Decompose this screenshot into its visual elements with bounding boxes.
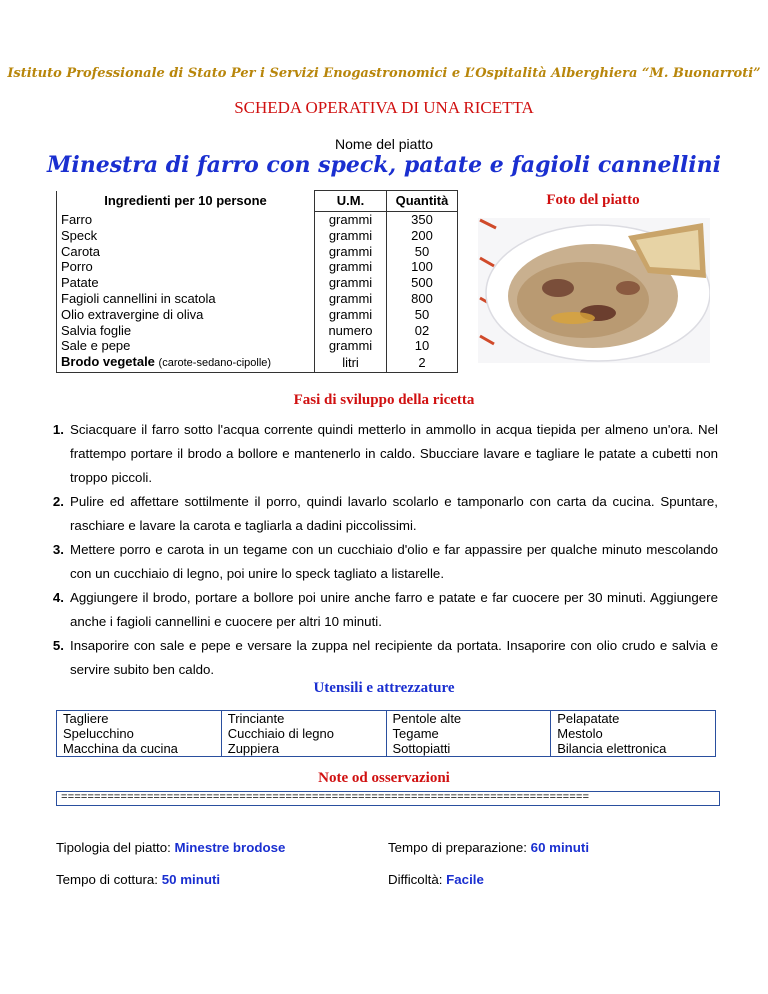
ingredient-name: Carota [57, 244, 315, 260]
ingredient-qty: 800 [387, 291, 458, 307]
phase-step [40, 538, 718, 586]
prep-time-value: 60 minuti [530, 840, 590, 855]
tool-item: Tegame [392, 726, 439, 741]
ingredient-name: Sale e pepe [57, 338, 315, 354]
ingredient-name: Patate [57, 275, 315, 291]
ingredient-row [57, 244, 458, 260]
ingredient-name-note: (carote-sedano-cipolle) [158, 357, 272, 370]
ingredient-unit: numero [315, 323, 387, 339]
dish-name: Minestra di farro con speck, patate e fagioli cannellini [47, 152, 721, 178]
ingredient-unit: grammi [315, 291, 387, 307]
notes-field: ================================================================================ [56, 791, 720, 806]
notes-title: Note od osservazioni [318, 770, 450, 786]
dish-type [56, 840, 285, 855]
prep-time-label: Tempo di preparazione: [388, 840, 527, 855]
ingredient-row [57, 259, 458, 275]
step-text: Mettere porro e carota in un tegame con un cucchiaio d'olio e far appassire per qualche minuto mescolando con un cucchiaio di legno, poi unire lo speck tagliato a listarelle. [70, 542, 718, 581]
ingredient-name: Fagioli cannellini in scatola [57, 291, 315, 307]
tools-cell [221, 711, 386, 757]
dish-type-label: Tipologia del piatto: [56, 840, 171, 855]
ingredient-name: Porro [57, 259, 315, 275]
ingredient-unit: grammi [315, 212, 387, 228]
phases-list [40, 418, 718, 682]
school-name: Istituto Professionale di Stato Per i Servizi Enogastronomici e L’Ospitalità Alberghiera “M. Buonarroti” [7, 66, 761, 81]
ingredient-name: Farro [57, 212, 315, 228]
ingredients-table [56, 190, 458, 373]
col-unit-header: U.M. [315, 191, 387, 212]
ingredient-name [57, 354, 315, 372]
tool-item: Tagliere [63, 711, 109, 726]
ingredient-row [57, 291, 458, 307]
tool-item: Macchina da cucina [63, 741, 178, 756]
prep-time [388, 840, 589, 855]
ingredient-row [57, 212, 458, 228]
photo-label: Foto del piatto [546, 192, 640, 208]
step-text: Insaporire con sale e pepe e versare la zuppa nel recipiente da portata. Insaporire con olio crudo e salvia e servire subito ben caldo. [70, 638, 718, 677]
ingredient-name-bold: Brodo vegetale [61, 354, 155, 370]
step-text: Sciacquare il farro sotto l'acqua corrente quindi metterlo in ammollo in acqua tiepida per almeno un'ora. Nel frattempo portare il brodo a bollore e mantenerlo in caldo. Sbucciare lavare e tagliare le patate a cubetti non troppo piccoli. [70, 422, 718, 485]
tools-cell [57, 711, 222, 757]
cook-time-label: Tempo di cottura: [56, 872, 158, 887]
tools-row [57, 711, 716, 757]
tools-cell [386, 711, 551, 757]
step-number: 5. [52, 638, 64, 653]
tool-item: Mestolo [557, 726, 603, 741]
ingredient-unit: grammi [315, 259, 387, 275]
tool-item: Pentole alte [392, 711, 462, 726]
tools-title: Utensili e attrezzature [313, 680, 455, 696]
tool-item: Cucchiaio di legno [227, 726, 334, 741]
ingredient-unit: grammi [315, 244, 387, 260]
tools-table [56, 710, 716, 757]
step-number: 2. [52, 494, 64, 509]
phase-step [40, 634, 718, 682]
tool-item: Bilancia elettronica [557, 741, 667, 756]
difficulty [388, 872, 484, 887]
document-title: SCHEDA OPERATIVA DI UNA RICETTA [234, 98, 534, 117]
phases-title: Fasi di sviluppo della ricetta [293, 392, 475, 408]
step-number: 4. [52, 590, 64, 605]
ingredient-row [57, 323, 458, 339]
step-text: Aggiungere il brodo, portare a bollore poi unire anche farro e patate e far cuocere per 30 minuti. Aggiungere anche i fagioli cannellini e cuocere per altri 10 minuti. [70, 590, 718, 629]
cook-time [56, 872, 220, 887]
ingredient-unit: grammi [315, 228, 387, 244]
step-text: Pulire ed affettare sottilmente il porro, quindi lavarlo scolarlo e tamponarlo con carta da cucina. Spuntare, raschiare e lavare la carota e tagliarla a dadini piccolissimi. [70, 494, 718, 533]
step-number: 1. [52, 422, 64, 437]
difficulty-value: Facile [446, 872, 484, 887]
ingredient-name: Speck [57, 228, 315, 244]
dish-photo [478, 218, 710, 363]
ingredient-unit: grammi [315, 338, 387, 354]
tool-item: Sottopiatti [392, 741, 451, 756]
ingredient-unit: litri [315, 354, 387, 372]
ingredient-qty: 100 [387, 259, 458, 275]
ingredient-qty: 50 [387, 244, 458, 260]
phase-step [40, 418, 718, 490]
tool-item: Pelapatate [557, 711, 620, 726]
ingredient-qty: 200 [387, 228, 458, 244]
difficulty-label: Difficoltà: [388, 872, 443, 887]
tool-item: Trinciante [227, 711, 285, 726]
ingredient-qty: 500 [387, 275, 458, 291]
ingredient-row [57, 307, 458, 323]
ingredient-row [57, 228, 458, 244]
ingredient-row [57, 338, 458, 354]
ingredient-row [57, 275, 458, 291]
ingredient-unit: grammi [315, 307, 387, 323]
dish-type-value: Minestre brodose [174, 840, 286, 855]
dish-name-label: Nome del piatto [334, 136, 434, 152]
cook-time-value: 50 minuti [161, 872, 221, 887]
ingredient-qty: 2 [387, 354, 458, 372]
step-number: 3. [52, 542, 64, 557]
tool-item: Spelucchino [63, 726, 134, 741]
ingredient-name: Olio extravergine di oliva [57, 307, 315, 323]
ingredient-qty: 02 [387, 323, 458, 339]
ingredient-row [57, 354, 458, 372]
ingredient-unit: grammi [315, 275, 387, 291]
ingredient-name: Salvia foglie [57, 323, 315, 339]
ingredient-qty: 10 [387, 338, 458, 354]
tools-cell [551, 711, 716, 757]
col-ingredients-header: Ingredienti per 10 persone [57, 191, 315, 212]
phase-step [40, 586, 718, 634]
tool-item: Zuppiera [227, 741, 280, 756]
phase-step [40, 490, 718, 538]
ingredient-qty: 50 [387, 307, 458, 323]
col-quantity-header: Quantità [387, 191, 458, 212]
ingredient-qty: 350 [387, 212, 458, 228]
